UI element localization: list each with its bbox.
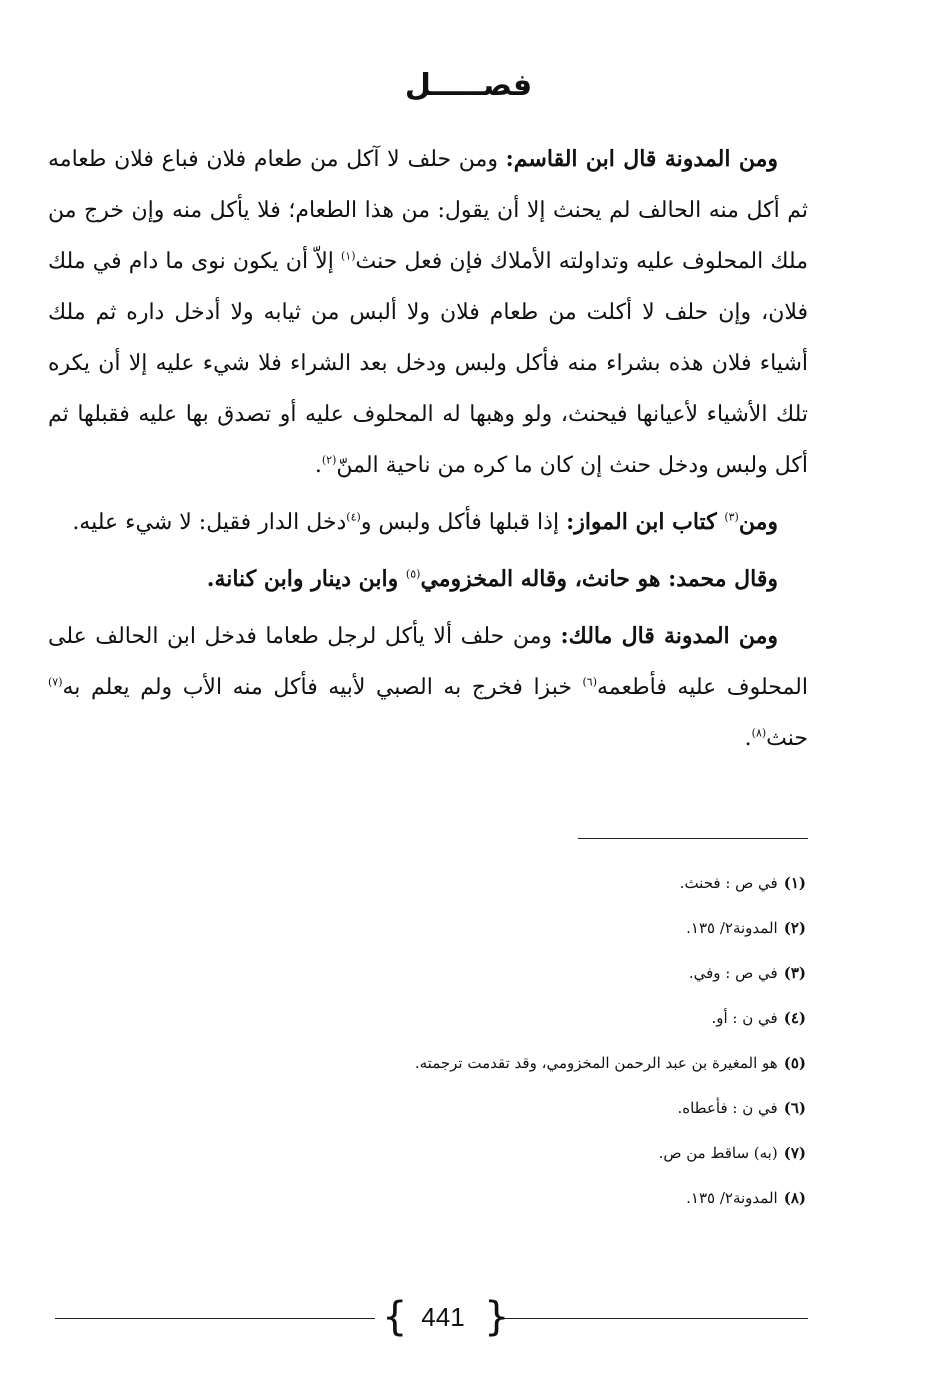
footnote-number: (٦) (783, 1099, 806, 1117)
paragraph-3 (48, 554, 808, 605)
text-run-bold: وابن دينار وابن كنانة. (206, 566, 406, 592)
source-lead: ومن (738, 509, 778, 535)
footer-rule-left (55, 1318, 375, 1319)
text-run: إلاّ أن يكون نوى ما دام في ملك فلان، وإن حلف لا أكلت من طعام فلان ولا ألبس من ثيابه ولا أدخل داره ثم ملك أشياء فلان هذه بشراء منه فأكل ولبس ودخل بعد الشراء فلا شيء عليه إلا أن يكره تلك الأشياء لأعيانها فيحنث، ولو وهبها له المحلوف عليه أو تصدق بها عليه فقبلها ثم أكل ولبس ودخل حنث إن كان ما كره من ناحية المنّ (48, 249, 808, 478)
footnote-ref: (٧) (48, 675, 63, 689)
footnote-text: المدونة٢/ ١٣٥. (686, 919, 778, 937)
footnote-ref: (٨) (751, 726, 767, 740)
text-run: . (744, 726, 752, 751)
footnote-item (90, 913, 806, 958)
footnote-item (90, 958, 806, 1003)
footnotes-list (90, 868, 806, 1228)
page-number-close-brace: } (484, 1294, 510, 1340)
page-number-open-brace: { (382, 1294, 408, 1340)
footer-rule-right (498, 1318, 808, 1319)
page-number: 441 (421, 1302, 465, 1332)
source-lead: كتاب ابن المواز: (566, 509, 725, 535)
footnote-text: (به) ساقط من ص. (658, 1144, 778, 1162)
footnote-text: في ن : أو. (711, 1009, 778, 1027)
footnote-item (90, 1093, 806, 1138)
footnote-text: المدونة٢/ ١٣٥. (686, 1189, 778, 1207)
section-heading: فصـــــل (404, 68, 533, 103)
text-run: إذا قبلها فأكل ولبس و (360, 510, 567, 535)
footnote-ref: (١) (341, 249, 356, 263)
source-lead: ومن المدونة قال مالك: (560, 623, 778, 649)
text-run: ومن حلف لا آكل من طعام فلان فباع فلان طعامه ثم أكل منه الحالف لم يحنث إلا أن يقول: من هذا الطعام؛ فلا يأكل منه وإن خرج من ملك المحلوف عليه وتداولته الأملاك فإن فعل حنث (48, 147, 808, 274)
footnote-separator (578, 838, 808, 839)
text-run: ومن حلف ألا يأكل لرجل طعاما فدخل ابن الحالف على المحلوف عليه فأطعمه (48, 624, 808, 700)
footnote-number: (٣) (783, 964, 806, 982)
footnote-ref: (٣) (724, 510, 739, 524)
footnote-text: في ص : فحنث. (679, 874, 778, 892)
footnote-number: (٤) (783, 1009, 806, 1027)
footnote-number: (٨) (783, 1189, 806, 1207)
footnote-number: (٢) (783, 919, 806, 937)
footnote-ref: (٦) (582, 675, 597, 689)
footnote-text: في ن : فأعطاه. (677, 1099, 778, 1117)
text-run-bold: وقال محمد: هو حانث، وقاله المخزومي (420, 566, 778, 592)
footnote-item (90, 1183, 806, 1228)
paragraph-4 (48, 611, 808, 764)
footnote-item (90, 1138, 806, 1183)
text-run: دخل الدار فقيل: لا شيء عليه. (72, 510, 347, 535)
paragraph-1 (48, 134, 808, 491)
footnote-item (90, 1003, 806, 1048)
footnote-number: (٥) (783, 1054, 806, 1072)
footnote-ref: (٢) (321, 453, 337, 467)
source-lead: ومن المدونة قال ابن القاسم: (505, 146, 778, 172)
paragraph-2 (48, 497, 808, 548)
text-run: حنث (766, 726, 808, 751)
footnote-ref: (٥) (405, 567, 421, 581)
footnote-number: (١) (783, 874, 806, 892)
footnote-number: (٧) (783, 1144, 806, 1162)
text-run: خبزا فخرج به الصبي لأبيه فأكل منه الأب ولم يعلم به (62, 675, 583, 700)
main-text (48, 128, 808, 764)
footnote-ref: (٤) (346, 510, 361, 524)
text-run: . (314, 453, 322, 478)
footnote-text: هو المغيرة بن عبد الرحمن المخزومي، وقد تقدمت ترجمته. (414, 1054, 778, 1072)
footnote-item (90, 1048, 806, 1093)
footnote-text: في ص : وفي. (688, 964, 778, 982)
footnote-item (90, 868, 806, 913)
